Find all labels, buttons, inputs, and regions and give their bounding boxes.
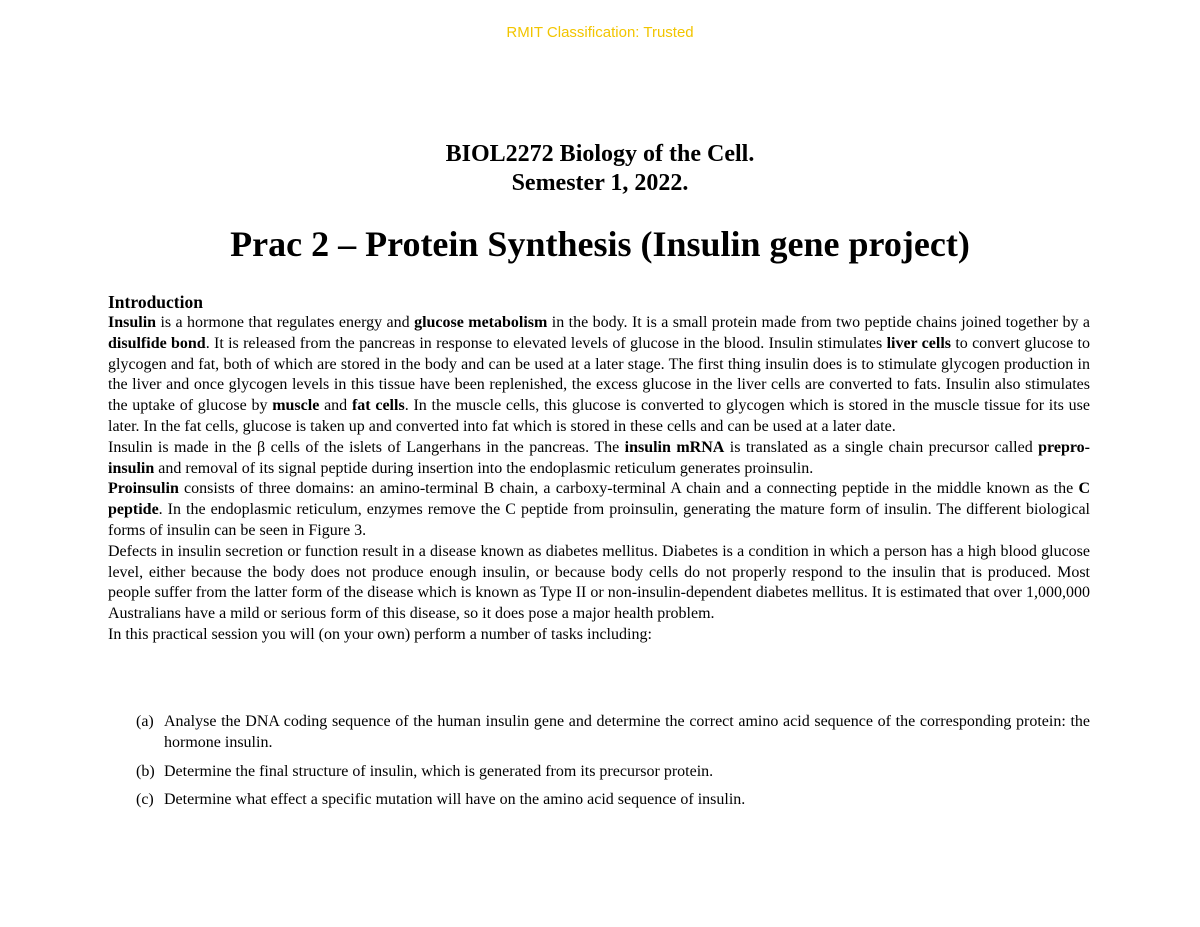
task-marker: (a) (136, 713, 154, 730)
intro-paragraph (108, 479, 1090, 541)
intro-paragraph (108, 625, 1090, 646)
bold-term: Insulin (108, 314, 157, 331)
intro-paragraph (108, 542, 1090, 625)
text-run: and (319, 397, 352, 415)
text-run: . In the muscle cells, this glucose is converted to glycogen which is stored in the muscle tissue for its use later. In the fat cells, glucose is taken up and converted into fat which is stored in these cells and can be used at a later date. (108, 397, 1090, 435)
bold-term: Proinsulin (108, 480, 179, 498)
text-run: Defects in insulin secretion or function result in a disease known as diabetes mellitus. Diabetes is a condition in which a person has a high blood glucose level, either because the body does not produce enough insulin, or because body cells do not properly respond to the insulin that is produced. Most people suffer from the latter form of the disease which is known as Type II or non-insulin-dependent diabetes mellitus. It is estimated that over 1,000,000 Australians have a mild or serious form of this disease, so it does pose a major health problem. (108, 542, 1090, 623)
introduction-section (108, 292, 1090, 646)
task-marker: (c) (136, 791, 154, 809)
text-run: . It is released from the pancreas in response to elevated levels of glucose in the blood. Insulin stimulates (205, 334, 887, 352)
bold-term: liver cells (886, 334, 951, 352)
text-run: and removal of its signal peptide during insertion into the endoplasmic reticulum generates proinsulin. (154, 459, 814, 477)
bold-term: disulfide bond (108, 334, 206, 352)
text-run: in the body. It is a small protein made from two peptide chains joined together by a (547, 314, 1091, 331)
task-text: Determine the final structure of insulin, which is generated from its precursor protein. (164, 762, 714, 780)
semester-line: Semester 1, 2022. (511, 170, 689, 196)
text-run: In this practical session you will (on your own) perform a number of tasks including: (108, 625, 652, 643)
task-text: Analyse the DNA coding sequence of the human insulin gene and determine the correct amino acid sequence of the corresponding protein: the hormone insulin. (164, 713, 1090, 751)
classification-label: RMIT Classification: Trusted (506, 24, 694, 41)
text-run: is a hormone that regulates energy and (156, 314, 415, 331)
section-heading: Introduction (108, 292, 203, 312)
text-run: is translated as a single chain precursor called (724, 438, 1039, 456)
bold-term: C peptide (108, 480, 1090, 519)
text-run: . In the endoplasmic reticulum, enzymes remove the C peptide from proinsulin, generating the mature form of insulin. The different biological forms of insulin can be seen in Figure 3. (108, 501, 1090, 539)
bold-term: insulin mRNA (624, 438, 725, 456)
course-title-line: BIOL2272 Biology of the Cell. (445, 141, 755, 167)
course-heading (0, 140, 1200, 198)
bold-term: glucose metabolism (414, 314, 548, 331)
task-item (136, 712, 1090, 754)
task-text: Determine what effect a specific mutation will have on the amino acid sequence of insulin. (164, 791, 746, 809)
task-item (136, 790, 1090, 811)
bold-term: fat cells (351, 397, 405, 415)
task-list (136, 712, 1090, 819)
page-title: Prac 2 – Protein Synthesis (Insulin gene project) (230, 224, 970, 264)
text-run: consists of three domains: an amino-terminal B chain, a carboxy-terminal A chain and a connecting peptide in the middle known as the (178, 480, 1079, 498)
bold-term: prepro-insulin (108, 438, 1091, 477)
task-item (136, 762, 1090, 783)
intro-paragraph (108, 313, 1090, 438)
intro-paragraph (108, 438, 1090, 480)
text-run: Insulin is made in the β cells of the islets of Langerhans in the pancreas. The (108, 438, 625, 456)
task-marker: (b) (136, 762, 155, 780)
bold-term: muscle (272, 397, 320, 415)
text-run: to convert glucose to glycogen and fat, both of which are stored in the body and can be used at a later stage. The first thing insulin does is to stimulate glycogen production in the liver and once glycogen levels in this tissue have been replenished, the excess glucose in the liver cells are converted to fats. Insulin also stimulates the uptake of glucose by (108, 334, 1090, 415)
